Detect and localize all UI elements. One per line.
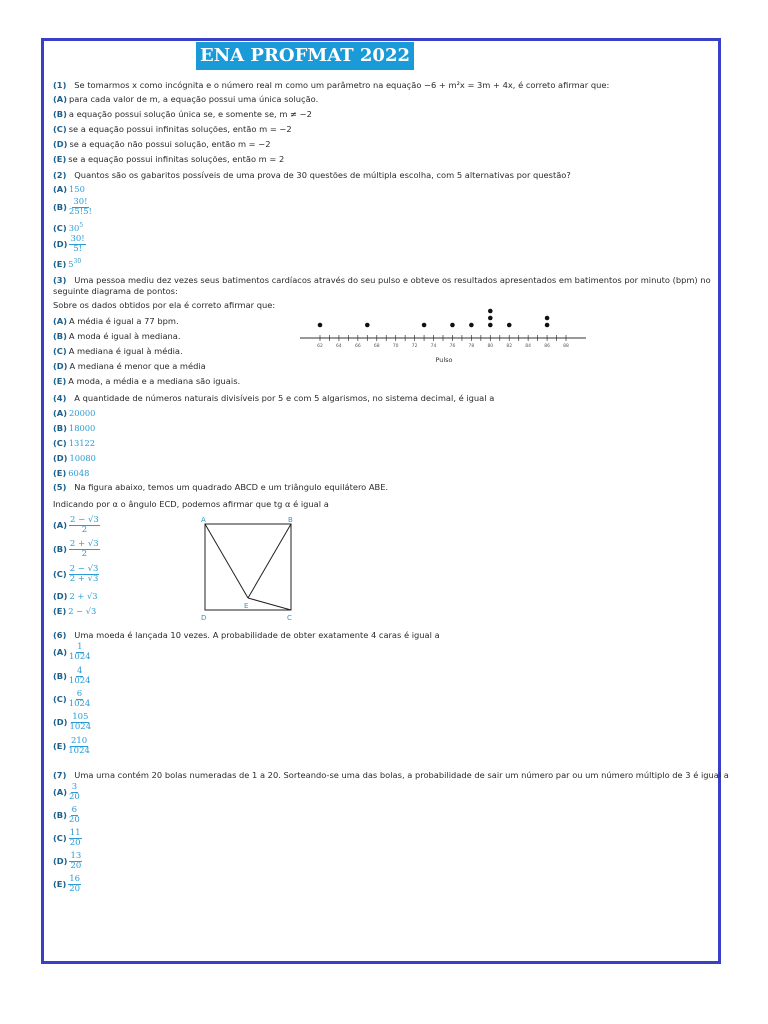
data-dot: [422, 323, 427, 328]
tick-label: 62: [317, 344, 323, 349]
q3-option-e[interactable]: (E) A moda, a média e a mediana são iguais.: [53, 376, 241, 386]
question-text: Quantos são os gabaritos possíveis de uma prova de 30 questões de múltipla escolha, com 5 alternativas por questão?: [74, 170, 571, 180]
data-dot: [318, 323, 323, 328]
data-dot: [507, 323, 512, 328]
q6-option-d[interactable]: (D) $\frac{105}{1024}$: [53, 712, 92, 732]
axis-label: Pulso: [435, 356, 453, 364]
q4-option-c[interactable]: (C) 13122: [53, 438, 96, 448]
q3-option-d[interactable]: (D) A mediana é menor que a média: [53, 361, 206, 371]
question-number: (2): [53, 170, 67, 180]
vertex-label-e: E: [244, 602, 249, 610]
question-text: Uma urna contém 20 bolas numeradas de 1 a 20. Sorteando-se uma das bolas, a probabilidade de sair um número par ou um número múltiplo de 3 é igual a: [74, 770, 729, 780]
question-text: Uma pessoa mediu dez vezes seus batimentos cardíacos através do seu pulso e obteve os resultados apresentados em batimentos por minuto (bpm) no: [74, 275, 711, 285]
question-text: A quantidade de números naturais divisíveis por 5 e com 5 algarismos, no sistema decimal, é igual a: [74, 393, 495, 403]
data-dot: [488, 323, 493, 328]
q7-option-a[interactable]: (A) $\frac{3}{20}$: [53, 782, 80, 802]
q6-option-a[interactable]: (A) $\frac{1}{1024}$: [53, 642, 91, 662]
q4-option-e[interactable]: (E) 6048: [53, 468, 90, 478]
data-dot: [488, 309, 493, 314]
question-number: (4): [53, 393, 67, 403]
tick-label: 80: [487, 344, 494, 349]
q5-option-e[interactable]: (E) 2 − √3: [53, 606, 97, 616]
data-dot: [450, 323, 455, 328]
question-7: [53, 770, 729, 781]
question-3-text-cont: seguinte diagrama de pontos:: [53, 286, 178, 296]
question-2: [53, 170, 571, 181]
q5-option-a[interactable]: (A) $\frac{2 - √3}{2}$: [53, 515, 99, 535]
q1-option-c[interactable]: (C) se a equação possui infinitas soluções, então m = −2: [53, 124, 292, 134]
tick-label: 74: [430, 344, 437, 349]
square-triangle-figure: [196, 514, 306, 626]
q2-option-a[interactable]: (A) 150: [53, 184, 85, 194]
q1-option-d[interactable]: (D) se a equação não possui solução, então m = −2: [53, 139, 271, 149]
question-6: [53, 630, 440, 641]
q3-option-b[interactable]: (B) A moda é igual à mediana.: [53, 331, 181, 341]
q1-option-e[interactable]: (E) se a equação possui infinitas soluções, então m = 2: [53, 154, 285, 164]
q1-option-b[interactable]: (B) a equação possui solução única se, e somente se, m ≠ −2: [53, 109, 312, 119]
tick-label: 88: [563, 344, 569, 349]
tick-label: 66: [354, 344, 361, 349]
axis-ticks: [317, 335, 569, 349]
data-dot: [488, 316, 493, 321]
q2-option-b[interactable]: (B) $\frac{30!}{25!5!}$: [53, 197, 92, 217]
question-4: [53, 393, 494, 404]
q4-option-a[interactable]: (A) 20000: [53, 408, 96, 418]
q2-option-d[interactable]: (D) $\frac{30!}{5!}$: [53, 234, 85, 254]
data-dots: [318, 309, 550, 328]
q4-option-d[interactable]: (D) 10080: [53, 453, 96, 463]
question-number: (6): [53, 630, 67, 640]
question-5: [53, 482, 388, 493]
tick-label: 78: [468, 344, 475, 349]
q5-option-c[interactable]: (C) $\frac{2 - √3}{2 + √3}$: [53, 564, 99, 584]
data-dot: [365, 323, 370, 328]
question-number: (7): [53, 770, 67, 780]
q6-option-c[interactable]: (C) $\frac{6}{1024}$: [53, 689, 91, 709]
question-number: (1): [53, 80, 67, 90]
vertex-label-d: D: [201, 614, 207, 622]
question-3-prompt: Sobre os dados obtidos por ela é correto afirmar que:: [53, 300, 276, 310]
segment-be: [248, 524, 291, 598]
tick-label: 86: [544, 344, 550, 349]
vertex-label-a: A: [201, 516, 206, 524]
data-dot: [545, 316, 550, 321]
q3-option-c[interactable]: (C) A mediana é igual à média.: [53, 346, 183, 356]
question-text: Na figura abaixo, temos um quadrado ABCD e um triângulo equilátero ABE.: [74, 482, 389, 492]
q7-option-b[interactable]: (B) $\frac{6}{20}$: [53, 805, 80, 825]
segment-ec: [248, 598, 291, 610]
question-1: [53, 80, 609, 91]
tick-label: 70: [392, 344, 399, 349]
q5-option-b[interactable]: (B) $\frac{2 + √3}{2}$: [53, 539, 99, 559]
tick-label: 82: [506, 344, 513, 349]
vertex-label-c: C: [287, 614, 292, 622]
tick-label: 64: [336, 344, 342, 349]
data-dot: [545, 323, 550, 328]
segment-ae: [205, 524, 248, 598]
q6-option-b[interactable]: (B) $\frac{4}{1024}$: [53, 666, 91, 686]
question-5-prompt: Indicando por α o ângulo ECD, podemos afirmar que tg α é igual a: [53, 499, 329, 509]
q3-option-a[interactable]: (A) A média é igual a 77 bpm.: [53, 316, 179, 326]
q6-option-e[interactable]: (E) $\frac{210}{1024}$: [53, 736, 90, 756]
question-text: Uma moeda é lançada 10 vezes. A probabilidade de obter exatamente 4 caras é igual a: [74, 630, 440, 640]
q7-option-c[interactable]: (C) $\frac{11}{20}$: [53, 828, 81, 848]
q7-option-e[interactable]: (E) $\frac{16}{20}$: [53, 874, 81, 894]
q1-option-a[interactable]: (A) para cada valor de m, a equação possui uma única solução.: [53, 94, 319, 104]
q7-option-d[interactable]: (D) $\frac{13}{20}$: [53, 851, 82, 871]
q2-option-e[interactable]: (E) $5^{30}$: [53, 258, 82, 269]
question-3: [53, 275, 711, 286]
question-number: (3): [53, 275, 67, 285]
page-title: ENA PROFMAT 2022: [196, 42, 414, 70]
q4-option-b[interactable]: (B) 18000: [53, 423, 96, 433]
q5-option-d[interactable]: (D) 2 + √3: [53, 591, 98, 601]
question-text: Se tomarmos x como incógnita e o número real m como um parâmetro na equação −6 + m²x = 3m + 4x, é correto afirmar que:: [74, 80, 610, 90]
dot-plot: [296, 298, 592, 368]
tick-label: 76: [449, 344, 456, 349]
tick-label: 68: [373, 344, 380, 349]
tick-label: 72: [411, 344, 418, 349]
vertex-label-b: B: [288, 516, 293, 524]
data-dot: [469, 323, 474, 328]
tick-label: 84: [525, 344, 532, 349]
q2-option-c[interactable]: (C) $30^5$: [53, 222, 84, 233]
question-number: (5): [53, 482, 67, 492]
